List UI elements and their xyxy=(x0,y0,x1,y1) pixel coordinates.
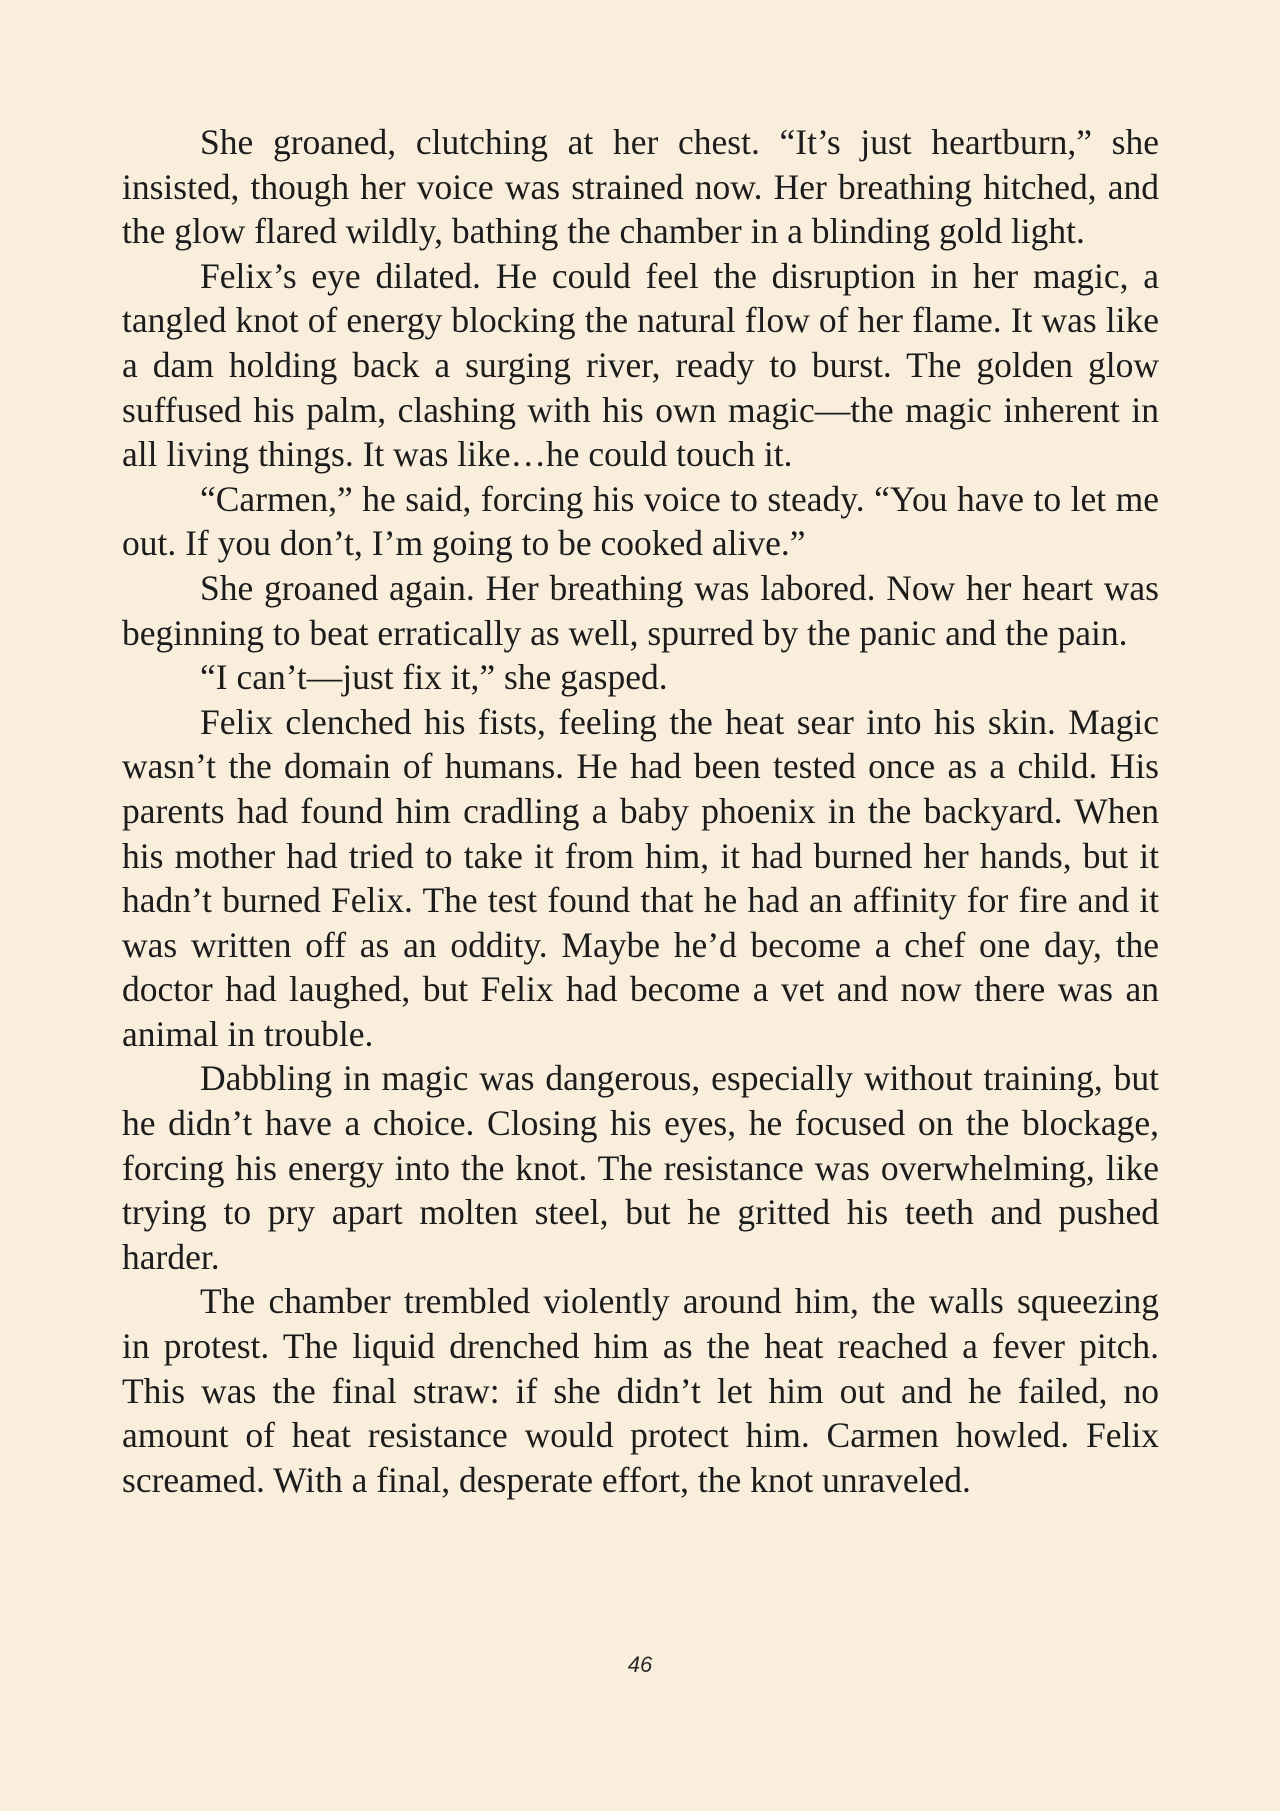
paragraph: Dabbling in magic was dangerous, especially without training, but he didn’t have a choice. Closing his eyes, he focused on the blockage, forcing his energy into the knot. The resistance was overwhelming, like trying to pry apart molten steel, but he gritted his teeth and pushed harder. xyxy=(122,1058,1159,1277)
paragraph: The chamber trembled violently around him, the walls squeezing in protest. The liquid drenched him as the heat reached a fever pitch. This was the final straw: if she didn’t let him out and he failed, no amount of heat resistance would protect him. Carmen howled. Felix screamed. With a final, desperate effort, the knot unraveled. xyxy=(122,1281,1159,1500)
paragraph: “I can’t—just fix it,” she gasped. xyxy=(200,657,668,698)
page-number: 46 xyxy=(627,1652,653,1677)
paragraph: “Carmen,” he said, forcing his voice to steady. “You have to let me out. If you don’t, I’m going to be cooked alive.” xyxy=(122,478,1159,564)
paragraph: She groaned, clutching at her chest. “It’s just heartburn,” she insisted, though her voice was strained now. Her breathing hitched, and the glow flared wildly, bathing the chamber in a blinding gold light. xyxy=(122,122,1159,252)
paragraph: She groaned again. Her breathing was labored. Now her heart was beginning to beat erratically as well, spurred by the panic and the pain. xyxy=(122,567,1159,653)
body-text xyxy=(122,120,1159,1502)
paragraph: Felix clenched his fists, feeling the heat sear into his skin. Magic wasn’t the domain of humans. He had been tested once as a child. His parents had found him cradling a baby phoenix in the backyard. When his mother had tried to take it from him, it had burned her hands, but it hadn’t burned Felix. The test found that he had an affinity for fire and it was written off as an oddity. Maybe he’d become a chef one day, the doctor had laughed, but Felix had become a vet and now there was an animal in trouble. xyxy=(122,701,1159,1054)
paragraph: Felix’s eye dilated. He could feel the disruption in her magic, a tangled knot of energy blocking the natural flow of her flame. It was like a dam holding back a surging river, ready to burst. The golden glow suffused his palm, clashing with his own magic—the magic inherent in all living things. It was like…he could touch it. xyxy=(122,255,1159,475)
